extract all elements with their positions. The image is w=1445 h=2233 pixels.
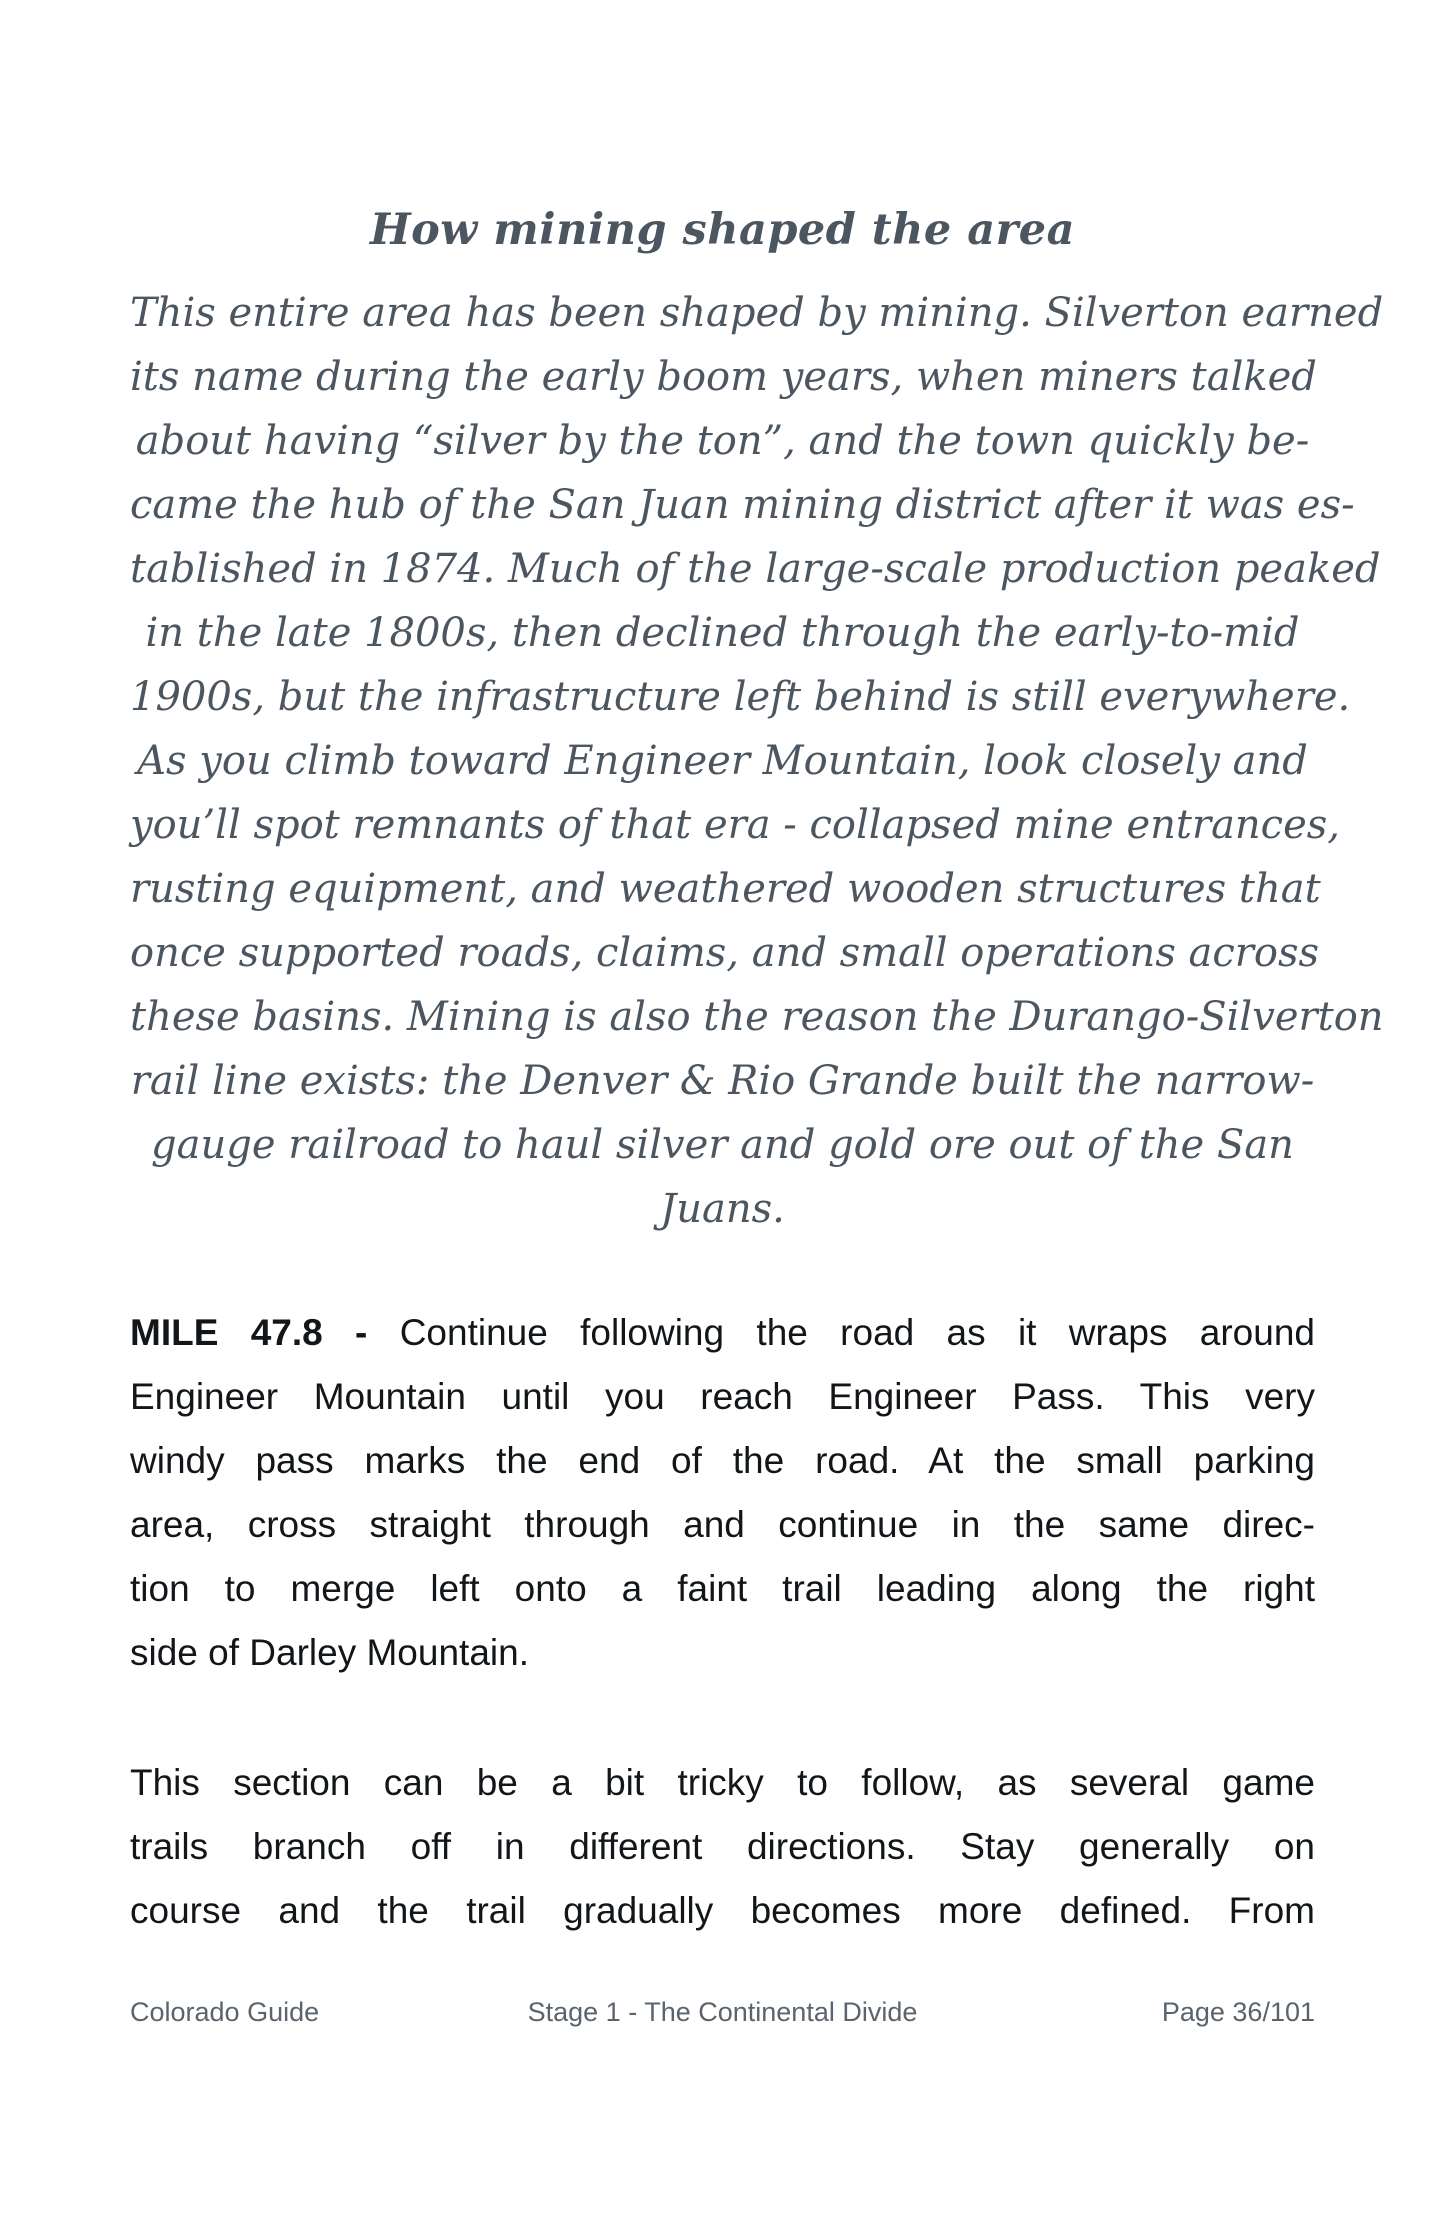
text-line: course and the trail gradually becomes more defined. From	[130, 1890, 1315, 1931]
footer-guide-title: Colorado Guide	[130, 1997, 320, 2027]
text-line: gauge railroad to haul silver and gold ore out of the San	[151, 1122, 1294, 1168]
text-line: This entire area has been shaped by mining. Silverton earned	[130, 290, 1384, 336]
text-line: about having “silver by the ton”, and the town quickly be-	[135, 418, 1310, 464]
text-line: in the late 1800s, then declined through the early-to-mid	[145, 610, 1300, 656]
mile-marker-label: MILE 47.8 -	[130, 1312, 400, 1353]
text-line: rusting equipment, and weathered wooden structures that	[130, 866, 1321, 912]
text-line: tion to merge left onto a faint trail leading along the right	[130, 1568, 1315, 1609]
text-line: rail line exists: the Denver & Rio Grande built the narrow-	[130, 1058, 1315, 1104]
text-line: side of Darley Mountain.	[130, 1632, 529, 1673]
mile-47-8-paragraph	[130, 1301, 1315, 1685]
text-line: As you climb toward Engineer Mountain, look closely and	[137, 738, 1308, 784]
text-line: Juans.	[660, 1186, 785, 1232]
text-line: once supported roads, claims, and small operations across	[130, 930, 1320, 976]
mining-history-callout	[130, 205, 1384, 1241]
text-line: Engineer Mountain until you reach Engineer Pass. This very	[130, 1376, 1315, 1417]
footer-page-number: Page 36/101	[1161, 1997, 1315, 2027]
text-line: This section can be a bit tricky to follow, as several game	[130, 1762, 1315, 1803]
text-line: windy pass marks the end of the road. At the small parking	[130, 1440, 1315, 1481]
trail-tips-paragraph	[130, 1751, 1315, 1943]
page-footer	[130, 1995, 1315, 2029]
text-line: these basins. Mining is also the reason the Durango-Silverton	[130, 994, 1384, 1040]
callout-title: How mining shaped the area	[369, 205, 1075, 255]
text-line: you’ll spot remnants of that era - collapsed mine entrances,	[130, 802, 1340, 848]
callout-body	[130, 281, 1384, 1241]
text-line: tablished in 1874. Much of the large-scale production peaked	[130, 546, 1381, 592]
text-line: its name during the early boom years, when miners talked	[130, 354, 1317, 400]
text-line: area, cross straight through and continue in the same direc-	[130, 1504, 1315, 1545]
text-line: trails branch off in different directions. Stay generally on	[130, 1826, 1315, 1867]
text-line: 1900s, but the infrastructure left behind is still everywhere.	[130, 674, 1351, 720]
footer-stage-title: Stage 1 - The Continental Divide	[527, 1997, 918, 2027]
text-line: came the hub of the San Juan mining district after it was es-	[130, 482, 1355, 528]
text-line: MILE 47.8 - Continue following the road as it wraps around	[130, 1312, 1315, 1353]
